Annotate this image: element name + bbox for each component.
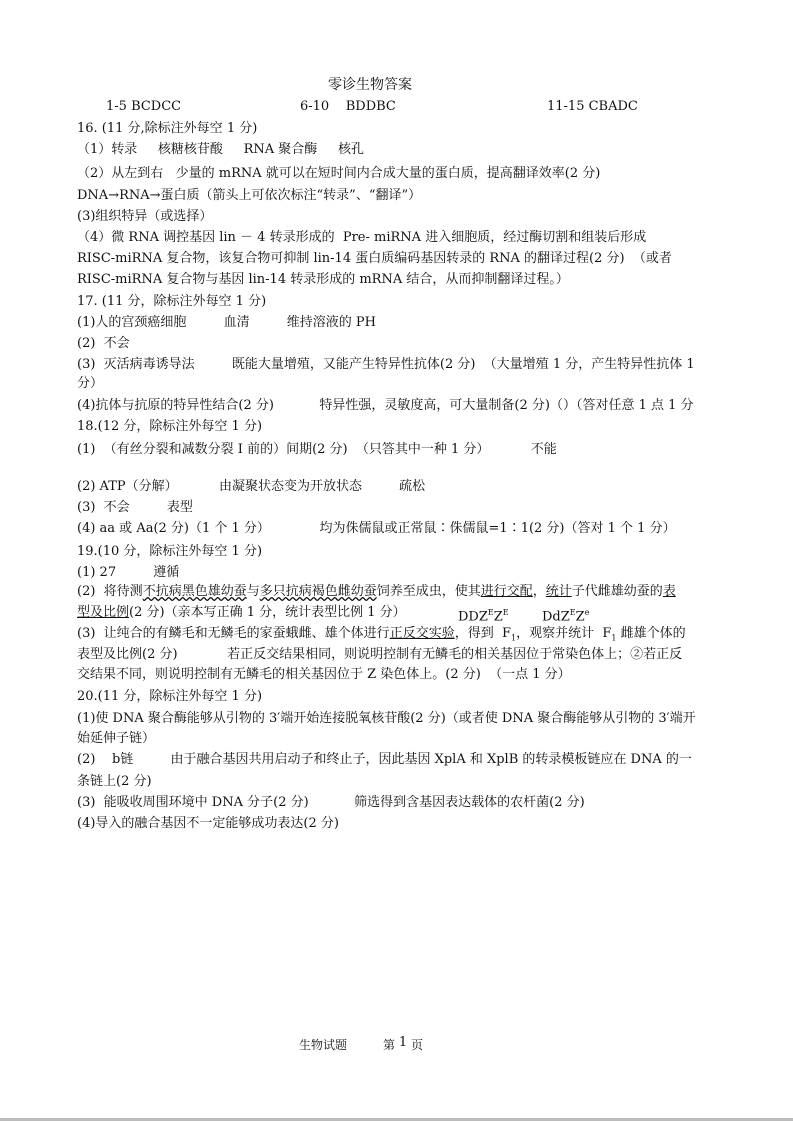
q19-underline: 统计 (545, 584, 572, 599)
q16-answer-line: DNA→RNA→蛋白质（箭头上可依次标注“转录”、“翻译”） (77, 188, 422, 203)
q19-text: (2 分)（亲本写正确 1 分，统计表型比例 1 分） (129, 605, 406, 620)
q20-answer-line: (2) b链 由于融合基因共用启动子和终止子，因此基因 XplA 和 XplB 的转录模板链应在 DNA 的一 (77, 752, 692, 767)
q20-answer-line: (4)导入的融合基因不一定能够成功表达(2 分) (77, 816, 339, 831)
q19-answer-line: (1) 27 遵循 (77, 565, 180, 580)
q16-answer-line: RISC-miRNA 复合物，该复合物可抑制 lin-14 蛋白质编码基因转录的 RNA 的翻译过程(2 分) （或者 (77, 251, 672, 266)
q18-answer-line: (4) aa 或 Aa(2 分)（1 个 1 分） 均为侏儒鼠或正常鼠∶侏儒鼠=1∶1(2 分)（答对 1 个 1 分） (77, 521, 676, 536)
q18-answer-line: (1) （有丝分裂和减数分裂 I 前的）间期(2 分) （只答其中一种 1 分） 不能 (77, 442, 557, 457)
q18-answer-line: (3) 不会 表型 (77, 500, 193, 515)
mc-answers-1-5: 1-5 BCDCC (106, 99, 182, 114)
q16-answer-line: (3)组织特异（或选择） (77, 209, 213, 224)
q19-genotype (458, 604, 509, 625)
q19-answer-line: 交结果不同，则说明控制有无鳞毛的相关基因位于 Z 染色体上。(2 分) （一点 1 分） (77, 667, 571, 682)
q17-answer-line: 分） (77, 376, 104, 391)
footer-page-suffix: 页 (410, 1038, 423, 1052)
q19-text: 与 (246, 584, 260, 599)
q17-answer-line: (3) 灭活病毒诱导法 既能大量增殖，又能产生特异性抗体(2 分) （大量增殖 1 分，产生特异性抗体 1 (77, 357, 695, 372)
page-number: 1 (398, 1035, 408, 1050)
page-title: 零诊生物答案 (328, 77, 412, 93)
footer-label: 生物试题 (299, 1038, 348, 1052)
q19-answer-line (77, 625, 686, 647)
q18-answer-line: (2) ATP（分解） 由凝聚状态变为开放状态 疏松 (77, 479, 426, 494)
genotype-part: Z (493, 609, 503, 625)
q19-underline: 型及比例 (77, 605, 130, 620)
q19-wavy-underline: 多只抗病褐色雌幼蚕 (259, 584, 377, 599)
q19-text: 雌雄个体的 (616, 626, 686, 641)
q16-answer-line: RISC-miRNA 复合物与基因 lin-14 转录形成的 mRNA 结合，从而抑制翻译过程。） (77, 272, 569, 287)
q19-answer-line: 表型及比例(2 分) 若正反交结果相同，则说明控制有无鳞毛的相关基因位于常染色体上；②若正反 (77, 647, 683, 662)
q19-text: (2) 将待测 (77, 584, 143, 599)
q16-answer-line: （1）转录 核糖核苷酸 RNA 聚合酶 核孔 (77, 142, 364, 157)
q20-answer-line: (1)使 DNA 聚合酶能够从引物的 3′端开始连接脱氧核苷酸(2 分)（或者使 DNA 聚合酶能够从引物的 3′端开 (77, 711, 696, 726)
page-bottom-edge (0, 1118, 793, 1121)
q20-answer-line: 条链上(2 分) (77, 774, 152, 789)
q17-answer-line: (2) 不会 (77, 336, 130, 351)
genotype-part: Z (575, 609, 585, 625)
q19-wavy-underline: 不抗病黑色雄幼蚕 (142, 584, 247, 599)
q19-heading: 19.(10 分，除标注外每空 1 分) (77, 544, 263, 559)
q19-text: 饲养至成虫，使其 (376, 584, 481, 599)
genotype-part: DdZ (542, 609, 570, 625)
q17-answer-line: (1)人的宫颈癌细胞 血清 维持溶液的 PH (77, 315, 377, 330)
q19-sub: 1 (611, 633, 617, 643)
q19-underline: 表 (662, 584, 676, 599)
genotype-sup: E (487, 608, 494, 617)
q19-text: ， (532, 584, 546, 599)
q19-answer-line (77, 583, 676, 600)
q20-answer-line: (3) 能吸收周围环境中 DNA 分子(2 分) 筛选得到含基因表达载体的农杆菌(2 分) (77, 795, 585, 810)
genotype-part: DDZ (458, 609, 488, 625)
q20-answer-line: 始延伸子链） (77, 731, 156, 746)
genotype-sup: E (569, 608, 576, 617)
q19-underline: 进行交配 (480, 584, 533, 599)
q19-text: 子代雌雄幼蚕的 (571, 584, 663, 599)
mc-answers-11-15: 11-15 CBADC (547, 99, 638, 114)
q20-heading: 20.(11 分，除标注外每空 1 分) (77, 689, 263, 704)
q17-heading: 17. (11 分，除标注外每空 1 分) (77, 294, 267, 309)
q16-answer-line: （2）从左到右 少量的 mRNA 就可以在短时间内合成大量的蛋白质，提高翻译效率(2 分) (77, 166, 601, 181)
q19-text: ，得到 F (454, 626, 511, 641)
q17-answer-line: (4)抗体与抗原的特异性结合(2 分) 特异性强，灵敏度高，可大量制备(2 分)（）（答对任意 1 点 1 分 (77, 398, 694, 413)
q19-sub: 1 (511, 633, 517, 643)
q19-underline: 正反交实验 (389, 626, 455, 641)
genotype-sup: E (502, 608, 509, 617)
q19-text: ，观察并统计 F (516, 626, 612, 641)
footer-page-prefix: 第 (383, 1038, 396, 1052)
q16-answer-line: （4）微 RNA 调控基因 lin － 4 转录形成的 Pre- miRNA 进入细胞质，经过酶切割和组装后形成 (77, 230, 647, 245)
q18-heading: 18.(12 分，除标注外每空 1 分) (77, 419, 263, 434)
q19-genotype (542, 604, 589, 625)
q19-text: (3) 让纯合的有鳞毛和无鳞毛的家蚕蛾雌、雄个体进行 (77, 626, 390, 641)
genotype-sup: e (584, 608, 590, 617)
q19-answer-line (77, 604, 406, 621)
q16-heading: 16. (11 分,除标注外每空 1 分) (77, 121, 258, 136)
footer-page (383, 1036, 423, 1053)
mc-answers-6-10: 6-10 BDDBC (300, 99, 396, 114)
